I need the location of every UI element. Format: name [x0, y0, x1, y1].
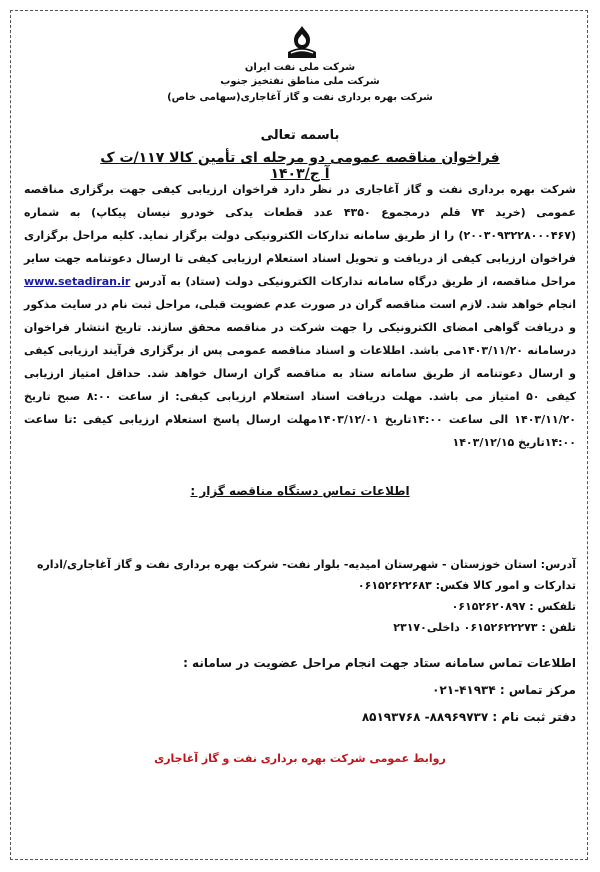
setad-center: مرکز تماس : ۴۱۹۳۴-۰۲۱	[432, 683, 576, 697]
setad-block	[24, 650, 576, 731]
notice-body	[24, 178, 576, 454]
setad-website-link[interactable]: www.setadiran.ir	[24, 275, 131, 288]
notice-title: فراخوان مناقصه عمومی دو مرحله ای تأمین کالا ۱۱۷/ت ک آ ج/۱۴۰۳	[100, 150, 500, 182]
footer-signature: روابط عمومی شرکت بهره برداری نفت و گاز آغاجاری	[154, 752, 446, 765]
contact-phone: تلفن : ۰۶۱۵۲۶۲۲۲۷۳ داخلی۲۳۱۷۰	[393, 621, 576, 634]
setad-registry: دفتر ثبت نام : ۸۸۹۶۹۷۳۷- ۸۵۱۹۳۷۶۸	[361, 710, 576, 724]
notice-paragraph-1: شرکت بهره برداری نفت و گاز آغاجاری در نظر دارد فراخوان ارزیابی کیفی جهت برگزاری مناقصه عمومی (خرید ۷۴ قلم درمجموع ۴۳۵۰ عدد قطعات یدکی خودرو نیسان پیکاپ) به شماره (۲۰۰۳۰۹۳۲۲۸۰۰۰۴۶۷) را از طریق سامانه تدارکات الکترونیکی دولت برگزار نماید. کلیه مراحل برگزاری فراخوان ارزیابی کیفی از دریافت و تحویل اسناد استعلام ارزیابی کیفی تا ارسال دعوتنامه جهت سایر مراحل مناقصه، از طریق درگاه سامانه تدارکات الکترونیکی دولت (ستاد) به آدرس	[24, 183, 577, 288]
nioc-logo-icon	[282, 22, 322, 62]
operator-name: شرکت بهره برداری نفت و گاز آغاجاری(سهامی خاص)	[167, 92, 433, 103]
setad-title: اطلاعات تماس سامانه ستاد جهت انجام مراحل عضویت در سامانه :	[183, 656, 576, 670]
contact-block	[24, 554, 576, 638]
subsidiary-name: شرکت ملی مناطق نفتخیز جنوب	[220, 76, 380, 87]
contact-address: آدرس: استان خوزستان - شهرستان امیدیه- بلوار نفت- شرکت بهره برداری نفت و گاز آغاجاری/اداره تدارکات و امور کالا فکس: ۰۶۱۵۲۶۲۲۶۸۳	[36, 558, 576, 592]
contact-title: اطلاعات تماس دستگاه مناقصه گزار :	[190, 484, 410, 498]
invocation-heading: باسمه تعالی	[260, 128, 340, 143]
notice-paragraph-2: انجام خواهد شد. لازم است مناقصه گران در صورت عدم عضویت قبلی، مراحل ثبت نام در سایت مذکور و دریافت گواهی امضای الکترونیکی را جهت شرکت در مناقصه محقق سازند. تاریخ انتشار فراخوان درسامانه ۱۴۰۳/۱۱/۲۰می باشد. اطلاعات و اسناد مناقصه عمومی پس از برگزاری فرآیند ارزیابی کیفی و ارسال دعوتنامه از طریق سامانه ستاد به مناقصه گران ارسال خواهد شد. حداقل امتیاز ارزیابی کیفی ۵۰ امتیاز می باشد. مهلت دریافت اسناد استعلام ارزیابی کیفی: از ساعت ۸:۰۰ صبح تاریخ ۱۴۰۳/۱۱/۲۰ الی ساعت ۱۴:۰۰تاریخ ۱۴۰۳/۱۲/۰۱مهلت ارسال پاسخ استعلام ارزیابی کیفی :تا ساعت ۱۴:۰۰تاریخ ۱۴۰۳/۱۲/۱۵	[24, 298, 577, 449]
company-name: شرکت ملی نفت ایران	[244, 62, 356, 73]
contact-telefax: تلفکس : ۰۶۱۵۲۶۲۰۸۹۷	[451, 600, 576, 613]
